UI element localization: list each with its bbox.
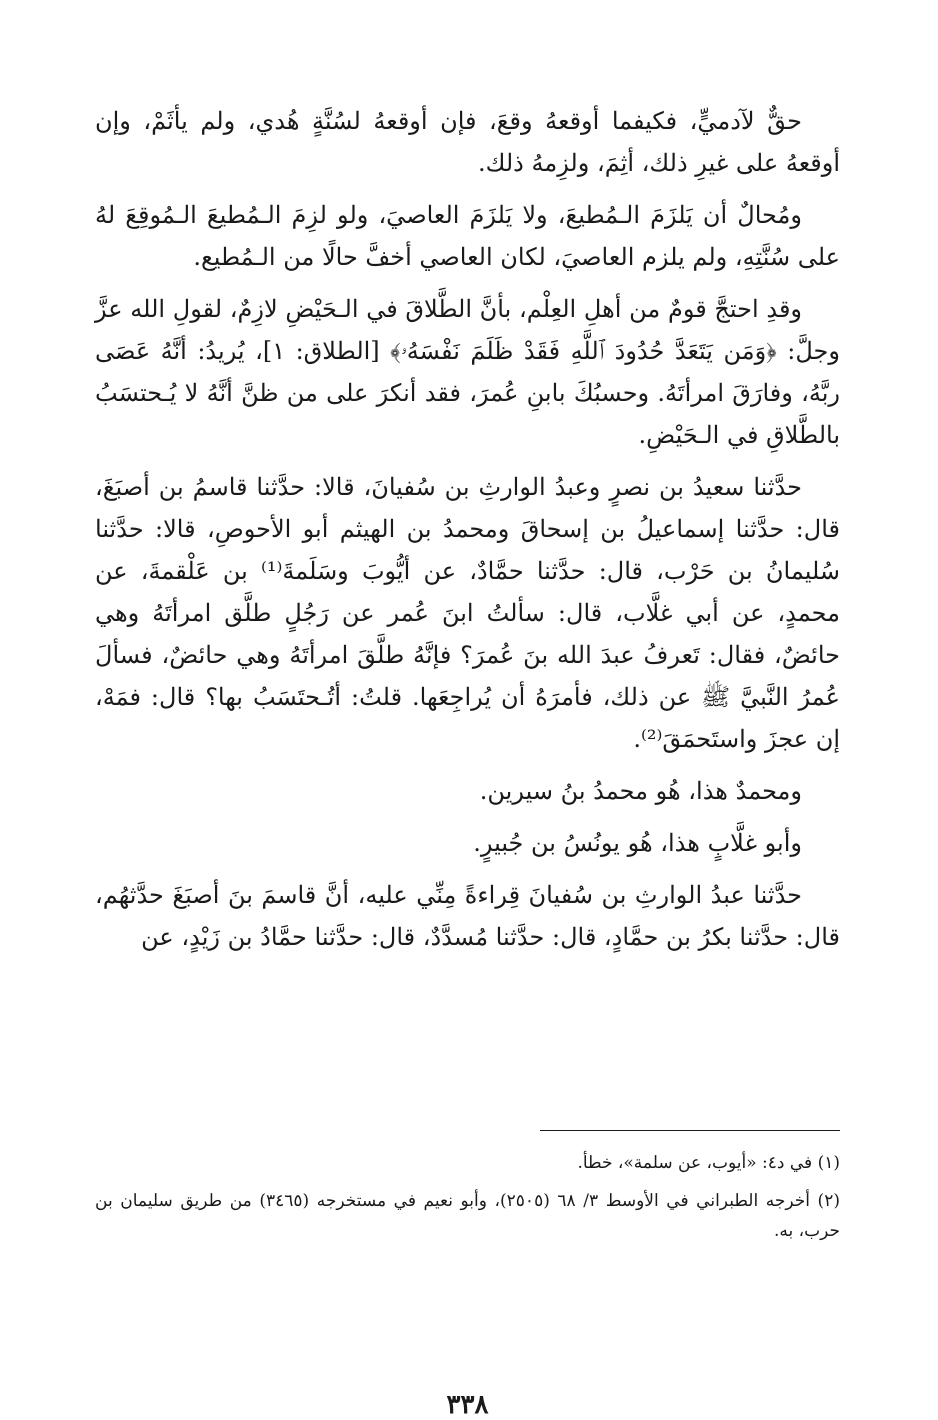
paragraph-2: ومُحالٌ أن يَلزَمَ الـمُطيعَ، ولا يَلزَمَ العاصيَ، ولو لزِمَ الـمُطيعَ الـمُوقِعَ لهُ على سُنَّتِهِ، ولم يلزم العاصيَ، لكان العاصي أخفَّ حالًا من الـمُطيع. [95,201,840,271]
paragraph-5: ومحمدٌ هذا، هُو محمدُ بنُ سيرين. [479,777,802,805]
paragraph-6: وأبو غلَّابٍ هذا، هُو يونُسُ بن جُبيرٍ. [473,829,802,857]
paragraph-4-isnad: حدَّثنا سعيدُ بن نصرٍ وعبدُ الوارثِ بن سُفيانَ، قالا: حدَّثنا قاسمُ بن أصبَغَ، قال: حدَّثنا إسماعيلُ بن إسحاقَ ومحمدُ بن الهيثم أبو الأحوصِ، قالا: حدَّثنا سُليمانُ بن حَرْب، قال: حدَّثنا حمَّادٌ، عن أيُّوبَ وسَلَمةَ⁽¹⁾ بن عَلْقمةَ، عن محمدٍ، عن أبي غلَّاب، قال: سألتُ ابنَ عُمر عن رَجُلٍ طلَّق امرأتَهُ وهي حائضٌ، فقال: تَعرفُ عبدَ الله بنَ عُمرَ؟ فإنَّهُ طلَّقَ امرأتَهُ وهي حائضٌ، فسألَ عُمرُ النَّبيَّ ﷺ عن ذلك، فأمرَهُ أن يُراجِعَها. قلتُ: أتُـحتَسَبُ بها؟ قال: فمَهْ، إن عجزَ واستَحمَقَ⁽²⁾. [95,473,841,753]
page-body [95,100,841,1420]
page-number: ٣٣٨ [446,1390,489,1420]
footnotes-section [95,1148,840,1254]
paragraph-7: حدَّثنا عبدُ الوارثِ بن سُفيانَ قِراءةً مِنِّي عليه، أنَّ قاسمَ بنَ أصبَغَ حدَّثهُم، قال: حدَّثنا بكرُ بن حمَّادٍ، قال: حدَّثنا مُسدَّدٌ، قال: حدَّثنا حمَّادُ بن زَيْدٍ، عن [95,881,840,951]
footnote-2: (٢) أخرجه الطبراني في الأوسط ٣/ ٦٨ (٢٥٠٥)، وأبو نعيم في مستخرجه (٣٤٦٥) من طريق سليمان بن حرب، به. [95,1191,840,1241]
paragraph-1: حقٌّ لآدميٍّ، فكيفما أوقعهُ وقعَ، فإن أوقعهُ لسُنَّةٍ هُدي، ولم يأثَمْ، وإن أوقعهُ على غيرِ ذلك، أثِمَ، ولزِمهُ ذلك. [95,107,840,177]
paragraph-3: وقدِ احتجَّ قومٌ من أهلِ العِلْم، بأنَّ الطَّلاقَ في الـحَيْضِ لازِمٌ، لقولِ الله عزَّ وجلَّ: ﴿وَمَن يَتَعَدَّ حُدُودَ ٱللَّهِ فَقَدْ ظَلَمَ نَفْسَهُۥ﴾ [الطلاق: ١]، يُريدُ: أنَّهُ عَصَى ربَّهُ، وفارَقَ امرأتَهُ. وحسبُكَ بابنِ عُمرَ، فقد أنكرَ على من ظنَّ أنَّهُ لا يُـحتسَبُ بالطَّلاقِ في الـحَيْضِ. [95,295,840,449]
footnote-1: (١) في د٤: «أيوب، عن سلمة»، خطأ. [577,1153,840,1173]
footnote-divider [540,1130,840,1131]
